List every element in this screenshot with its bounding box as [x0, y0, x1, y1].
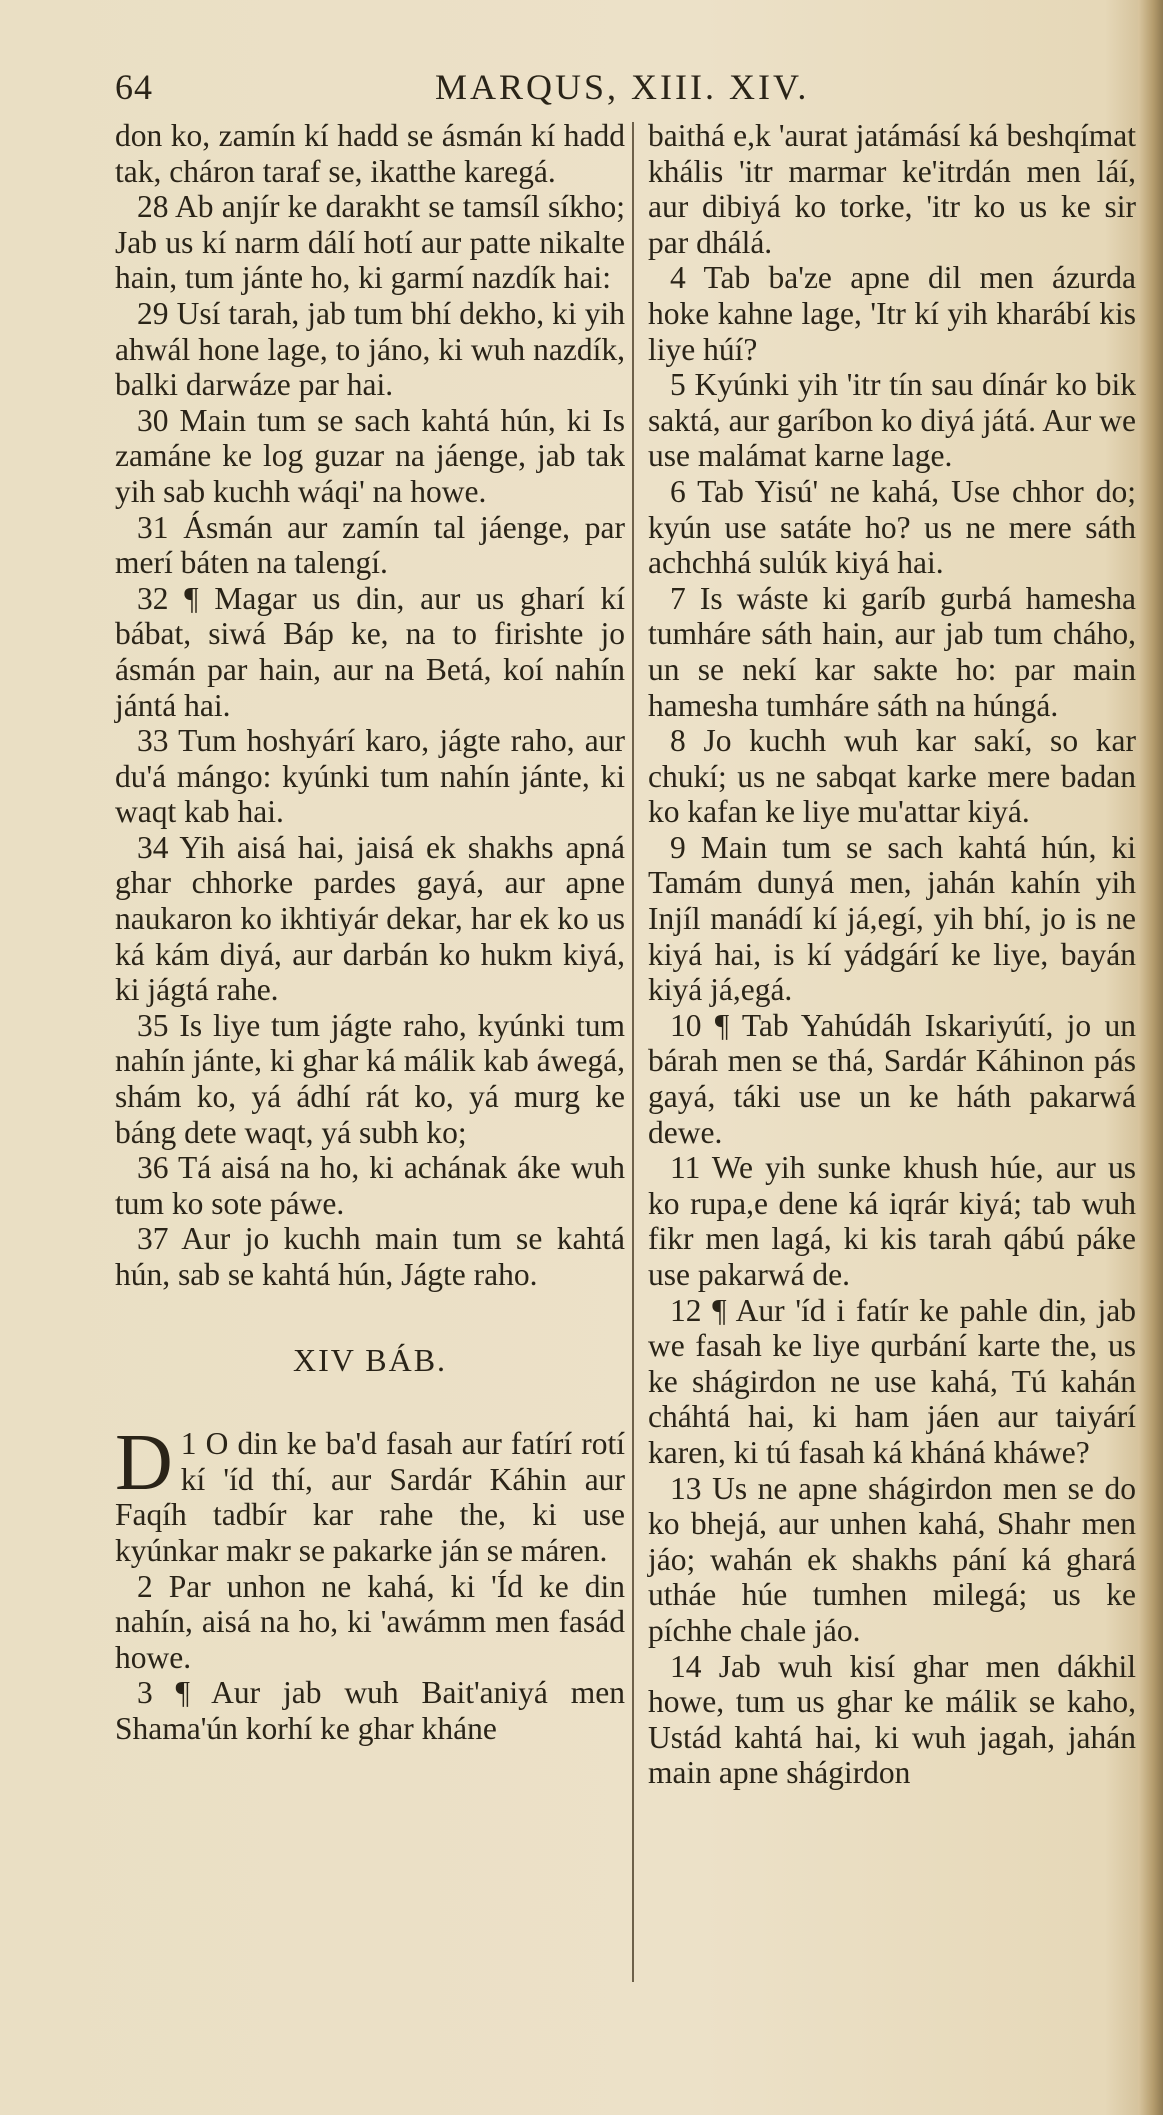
verse-continuation: baithá e,k 'aurat jatámásí ká beshqímat khális 'itr marmar ke'itrdán men láí, aur dibiyá ko torke, 'itr ko us ke sir par dhálá. [648, 118, 1136, 260]
verse-37: 37 Aur jo kuchh main tum se kahtá hún, sab se kahtá hún, Jágte raho. [115, 1221, 625, 1292]
verse-8: 8 Jo kuchh wuh kar sakí, so kar chukí; us ne sabqat karke mere badan ko kafan ke liye mu'attar kiyá. [648, 723, 1136, 830]
running-title: MARQUS, XIII. XIV. [435, 67, 810, 107]
verse-13: 13 Us ne apne shágirdon men se do ko bhejá, aur unhen kahá, Shahr men jáo; wahán ek shakhs pání ká ghará utháe húe tumhen milegá; us ke píchhe chale jáo. [648, 1470, 1136, 1648]
verse-33: 33 Tum hoshyárí karo, jágte raho, aur du'á mángo: kyúnki tum nahín jánte, ki waqt kab hai. [115, 723, 625, 830]
verse-36: 36 Tá aisá na ho, ki achának áke wuh tum ko sote páwe. [115, 1150, 625, 1221]
verse-9: 9 Main tum se sach kahtá hún, ki Tamám dunyá men, jahán kahín yih Injíl manádí kí já,egí, yih bhí, jo is ne kiyá hai, is kí yádgárí ke liye, bayán kiyá já,egá. [648, 829, 1136, 1008]
verse-continuation: don ko, zamín kí hadd se ásmán kí hadd tak, cháron taraf se, ikatthe karegá. [115, 118, 625, 189]
verse-1 [115, 1419, 626, 1568]
verse-12: 12 ¶ Aur 'íd i fatír ke pahle din, jab we fasah ke liye qurbání karte the, us ke shágirdon ne use kahá, Tú kahán cháhtá hai, ki ham jáen aur taiyárí karen, ki tú fasah ká kháná kháwe? [648, 1292, 1136, 1470]
verse-28: 28 Ab anjír ke darakht se tamsíl síkho; Jab us kí narm dálí hotí aur patte nikalte hain, tum jánte ho, ki garmí nazdík hai: [115, 189, 625, 296]
verse-1-text: O din ke ba'd fasah aur fatírí rotí kí 'íd thí, aur Sardár Káhin aur Faqíh tadbír kar rahe the, ki use kyúnkar makr se pakarke ján se máren. [115, 1426, 626, 1568]
verse-10: 10 ¶ Tab Yahúdáh Iskariyútí, jo un bárah men se thá, Sardár Káhinon pás gayá, táki use un ke háth pakarwá dewe. [648, 1007, 1136, 1150]
chapter-heading: XIV BÁB. [292, 1341, 448, 1378]
verse-30: 30 Main tum se sach kahtá hún, ki Is zamáne ke log guzar na jáenge, jab tak yih sab kuchh wáqi' na howe. [115, 402, 625, 509]
verse-6: 6 Tab Yisú' ne kahá, Use chhor do; kyún use satáte ho? us ne mere sáth achchhá sulúk kiyá hai. [648, 473, 1136, 581]
drop-cap: D [115, 1419, 173, 1508]
column-divider [632, 122, 634, 1982]
verse-3: 3 ¶ Aur jab wuh Bait'aniyá men Shama'ún korhí ke ghar kháne [115, 1675, 625, 1746]
verse-34: 34 Yih aisá hai, jaisá ek shakhs apná ghar chhorke pardes gayá, aur apne naukaron ko ikhtiyár dekar, har ek ko us ká kám diyá, aur darbán ko hukm kiyá, ki jágtá rahe. [115, 829, 625, 1008]
page-header [115, 62, 1135, 112]
verse-35: 35 Is liye tum jágte raho, kyúnki tum nahín jánte, ki ghar ká málik kab áwegá, shám ko, yá ádhí rát ko, yá murg ke báng dete waqt, yá subh ko; [115, 1007, 625, 1150]
verse-2: 2 Par unhon ne kahá, ki 'Íd ke din nahín, aisá na ho, ki 'awámm men fasád howe. [115, 1568, 625, 1675]
page-edge [1138, 0, 1163, 2115]
verse-4: 4 Tab ba'ze apne dil men ázurda hoke kahne lage, 'Itr kí yih kharábí kis liye húí? [648, 260, 1136, 367]
verse-14: 14 Jab wuh kisí ghar men dákhil howe, tum us ghar ke málik se kaho, Ustád kahtá hai, ki wuh jagah, jahán main apne shágirdon [648, 1648, 1136, 1791]
verse-1-number: 1 [180, 1426, 197, 1462]
verse-7: 7 Is wáste ki garíb gurbá hamesha tumháre sáth hain, aur jab tum cháho, un se nekí kar sakte ho: par main hamesha tumháre sáth na húngá. [648, 580, 1136, 723]
right-column [648, 118, 1136, 1791]
verse-32: 32 ¶ Magar us din, aur us gharí kí bábat, siwá Báp ke, na to firishte jo ásmán par hain, aur na Betá, koí nahín jántá hai. [115, 580, 625, 723]
page-number: 64 [115, 67, 153, 107]
verse-5: 5 Kyúnki yih 'itr tín sau dínár ko bik saktá, aur garíbon ko diyá játá. Aur we use malámat karne lage. [648, 367, 1136, 474]
verse-31: 31 Ásmán aur zamín tal jáenge, par merí báten na talengí. [115, 509, 625, 581]
left-column [115, 118, 625, 1747]
verse-29: 29 Usí tarah, jab tum bhí dekho, ki yih ahwál hone lage, to jáno, ki wuh nazdík, balki darwáze par hai. [115, 295, 625, 403]
verse-11: 11 We yih sunke khush húe, aur us ko rupa,e dene ká iqrár kiyá; tab wuh fikr men lagá, ki kis tarah qábú páke use pakarwá de. [648, 1150, 1136, 1292]
